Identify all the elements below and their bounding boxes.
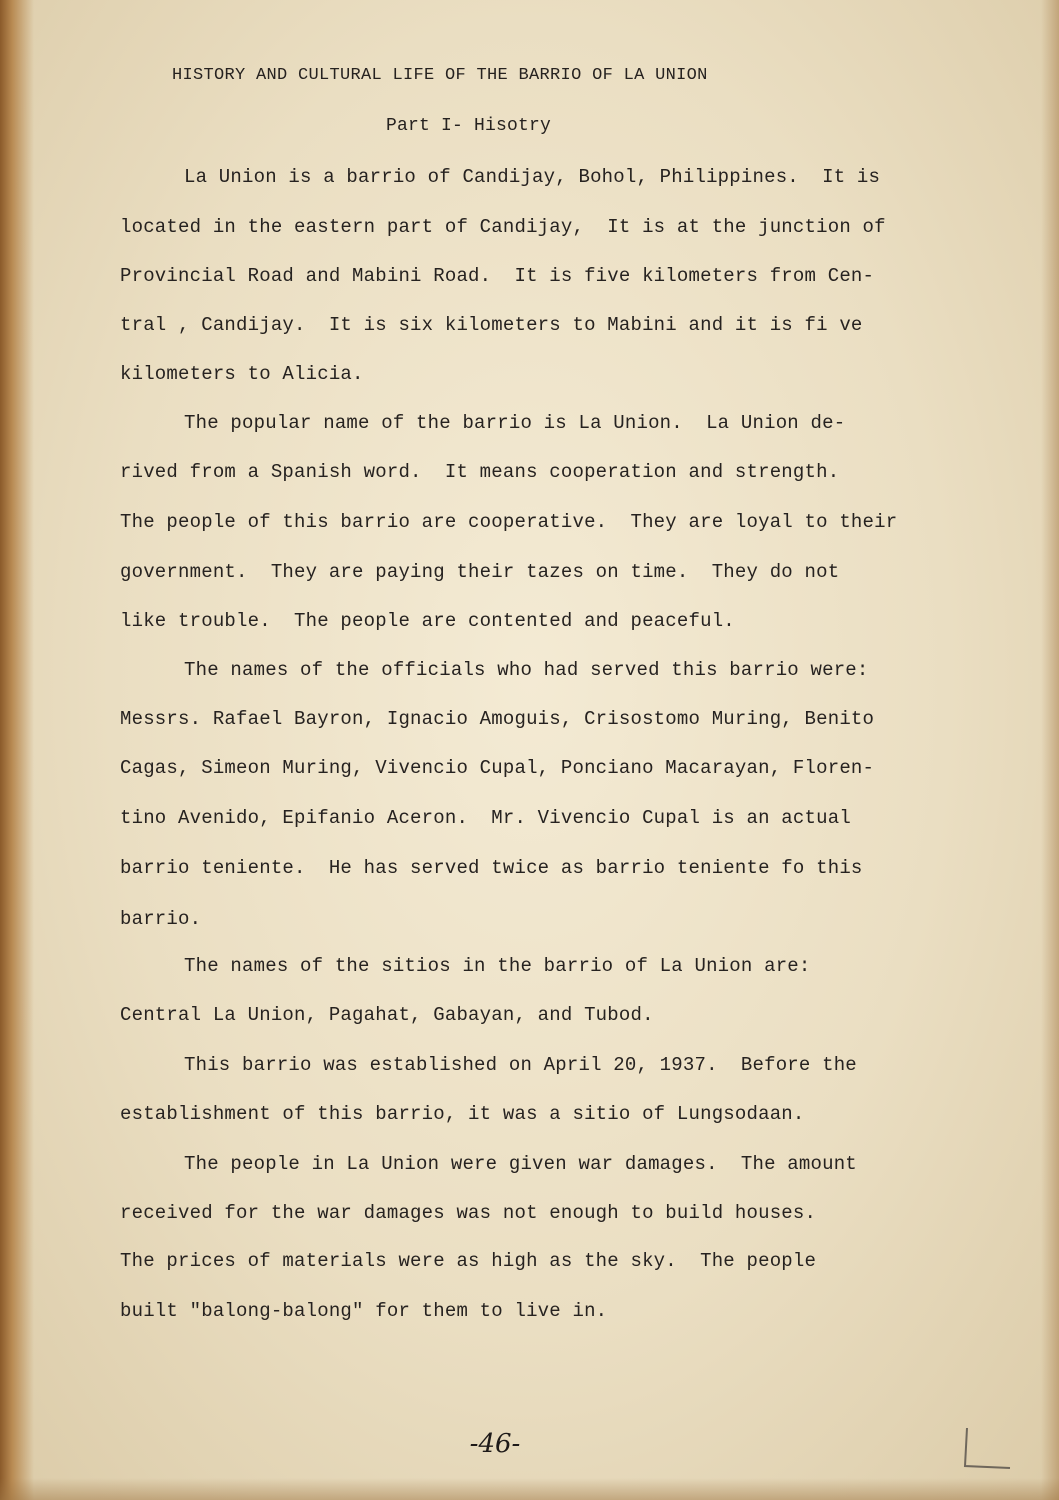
text-line: kilometers to Alicia.	[120, 363, 364, 385]
page-number	[440, 1424, 550, 1464]
text-line: government. They are paying their tazes on time. They do not	[120, 561, 840, 583]
text-line: built "balong-balong" for them to live in.	[120, 1300, 608, 1322]
text-line: tral , Candijay. It is six kilometers to Mabini and it is fi ve	[120, 314, 863, 336]
page-number-text: -46-	[469, 1429, 521, 1459]
text-line: The popular name of the barrio is La Union. La Union de-	[184, 412, 846, 434]
text-line: The names of the officials who had served this barrio were:	[184, 659, 869, 681]
text-line: establishment of this barrio, it was a sitio of Lungsodaan.	[120, 1103, 805, 1125]
text-line: The people of this barrio are cooperative. They are loyal to their	[120, 511, 898, 533]
document-title: HISTORY AND CULTURAL LIFE OF THE BARRIO OF LA UNION	[172, 66, 708, 85]
text-line: barrio.	[120, 908, 202, 930]
page-bottom-edge-stain	[0, 1478, 1059, 1500]
text-line: Central La Union, Pagahat, Gabayan, and Tubod.	[120, 1004, 654, 1026]
text-line: The people in La Union were given war damages. The amount	[184, 1153, 857, 1175]
text-line: This barrio was established on April 20, 1937. Before the	[184, 1054, 857, 1076]
document-subtitle: Part I- Hisotry	[386, 116, 552, 136]
text-line: like trouble. The people are contented and peaceful.	[120, 610, 735, 632]
text-line: barrio teniente. He has served twice as barrio teniente fo this	[120, 857, 863, 879]
text-line: located in the eastern part of Candijay, It is at the junction of	[120, 216, 886, 238]
text-line: rived from a Spanish word. It means cooperation and strength.	[120, 461, 840, 483]
text-line: The prices of materials were as high as the sky. The people	[120, 1250, 817, 1272]
text-line: La Union is a barrio of Candijay, Bohol, Philippines. It is	[184, 166, 881, 188]
text-line: received for the war damages was not enough to build houses.	[120, 1202, 817, 1224]
text-line: Cagas, Simeon Muring, Vivencio Cupal, Ponciano Macarayan, Floren-	[120, 757, 875, 779]
corner-pencil-mark	[955, 1426, 1015, 1476]
text-line: Provincial Road and Mabini Road. It is five kilometers from Cen-	[120, 265, 875, 287]
page-right-edge-stain	[1041, 0, 1059, 1500]
text-line: tino Avenido, Epifanio Aceron. Mr. Vivencio Cupal is an actual	[120, 807, 851, 829]
page-left-edge-stain	[0, 0, 34, 1500]
text-line: The names of the sitios in the barrio of La Union are:	[184, 955, 811, 977]
text-line: Messrs. Rafael Bayron, Ignacio Amoguis, Crisostomo Muring, Benito	[120, 708, 875, 730]
